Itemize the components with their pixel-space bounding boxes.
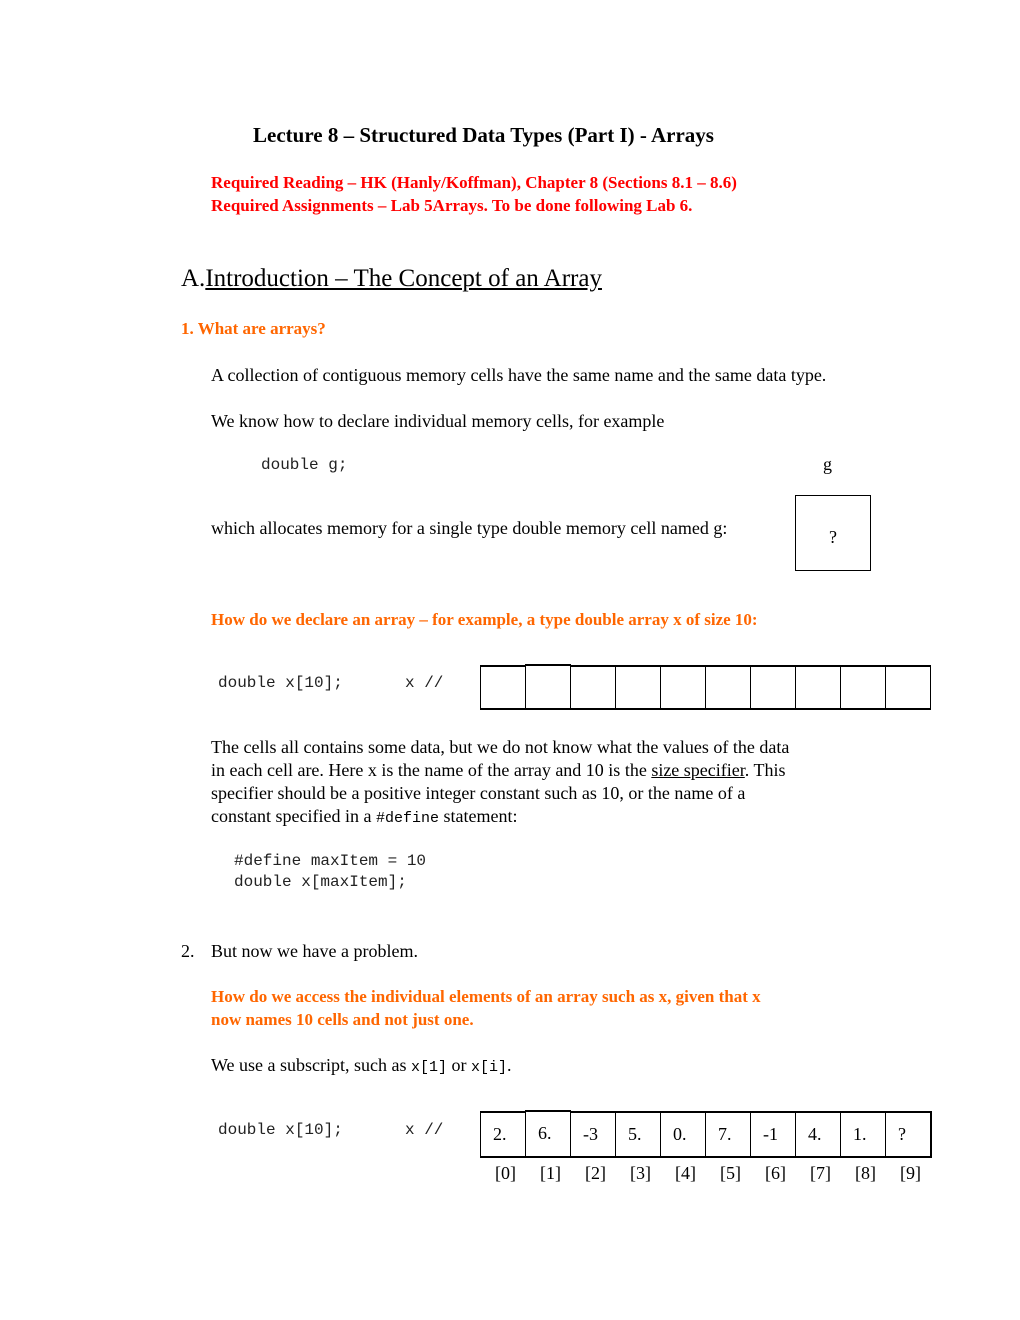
array-index-label: [3] bbox=[630, 1163, 651, 1183]
subsection-1-label: 1. What are arrays? bbox=[181, 319, 326, 338]
code-double-g: double g; bbox=[261, 456, 348, 474]
array-value-cell: 1. bbox=[840, 1112, 886, 1157]
alloc-text: which allocates memory for a single type double memory cell named g: bbox=[211, 518, 728, 538]
empty-array-cell bbox=[525, 664, 571, 709]
define-keyword: #define bbox=[375, 810, 439, 827]
cells-text-line4-pre: constant specified in a bbox=[211, 806, 376, 826]
subscript-text-post: . bbox=[507, 1055, 512, 1075]
size-specifier-term: size specifier bbox=[651, 760, 745, 780]
array-index-label: [0] bbox=[495, 1163, 516, 1183]
empty-array-cell bbox=[885, 666, 931, 709]
subscript-code-x1: x[1] bbox=[411, 1059, 448, 1076]
cells-text-line1: The cells all contains some data, but we do not know what the values of the data bbox=[211, 737, 790, 757]
cells-text-line2-pre: in each cell are. Here x is the name of the array and 10 is the bbox=[211, 760, 652, 780]
access-question-line1: How do we access the individual elements of an array such as x, given that x bbox=[211, 987, 761, 1006]
array-index-row bbox=[480, 1163, 932, 1187]
g-memory-cell: ? bbox=[795, 495, 871, 571]
code-double-x-2: double x[10]; bbox=[218, 1121, 343, 1139]
array-value-cell: -3 bbox=[570, 1112, 616, 1157]
subscript-text-mid: or bbox=[447, 1055, 472, 1075]
cells-text-line4 bbox=[211, 806, 517, 827]
array-index-label: [5] bbox=[720, 1163, 741, 1183]
subscript-text-pre: We use a subscript, such as bbox=[211, 1055, 412, 1075]
cells-text-line4-post: statement: bbox=[438, 806, 518, 826]
array-value-cell: 2. bbox=[480, 1112, 526, 1157]
filled-array bbox=[480, 1111, 932, 1158]
array-index-label: [6] bbox=[765, 1163, 786, 1183]
array-index-label: [2] bbox=[585, 1163, 606, 1183]
array-index-label: [9] bbox=[900, 1163, 921, 1183]
code-double-x: double x[10]; bbox=[218, 674, 343, 692]
empty-array-cell bbox=[480, 666, 526, 709]
array-value-cell: 7. bbox=[705, 1112, 751, 1157]
required-assignments: Required Assignments – Lab 5Arrays. To be done following Lab 6. bbox=[211, 196, 693, 215]
x-label: x // bbox=[405, 674, 444, 692]
declare-individual-text: We know how to declare individual memory cells, for example bbox=[211, 411, 665, 431]
cells-text-line2 bbox=[211, 760, 785, 781]
empty-array-cell bbox=[750, 666, 796, 709]
required-reading: Required Reading – HK (Hanly/Koffman), Chapter 8 (Sections 8.1 – 8.6) bbox=[211, 173, 737, 192]
empty-array-cell bbox=[795, 666, 841, 709]
array-value-cell: -1 bbox=[750, 1112, 796, 1157]
array-index-label: [1] bbox=[540, 1163, 561, 1183]
array-index-label: [8] bbox=[855, 1163, 876, 1183]
section-a-heading bbox=[181, 265, 602, 293]
define-code-line2: double x[maxItem]; bbox=[234, 873, 407, 891]
arrays-definition: A collection of contiguous memory cells have the same name and the same data type. bbox=[211, 365, 827, 385]
problem-text: But now we have a problem. bbox=[211, 941, 418, 961]
empty-array-cell bbox=[660, 666, 706, 709]
array-value-cell: 5. bbox=[615, 1112, 661, 1157]
cells-text-line3: specifier should be a positive integer constant such as 10, or the name of a bbox=[211, 783, 746, 803]
array-value-cell: 0. bbox=[660, 1112, 706, 1157]
access-question-line2: now names 10 cells and not just one. bbox=[211, 1010, 474, 1029]
define-code-line1: #define maxItem = 10 bbox=[234, 852, 427, 870]
subscript-code-xi: x[i] bbox=[471, 1059, 508, 1076]
page-title: Lecture 8 – Structured Data Types (Part I) - Arrays bbox=[253, 123, 714, 147]
x-label-2: x // bbox=[405, 1121, 444, 1139]
array-index-label: [7] bbox=[810, 1163, 831, 1183]
subscript-text bbox=[211, 1055, 512, 1076]
section-a-number: A. bbox=[181, 265, 206, 292]
g-label: g bbox=[823, 454, 832, 474]
empty-array-cell bbox=[705, 666, 751, 709]
array-value-cell: ? bbox=[885, 1112, 931, 1157]
array-value-cell: 4. bbox=[795, 1112, 841, 1157]
section-a-title: Introduction – The Concept of an Array bbox=[205, 265, 602, 292]
empty-array-cell bbox=[570, 666, 616, 709]
subsection-2-number: 2. bbox=[181, 941, 195, 961]
array-index-label: [4] bbox=[675, 1163, 696, 1183]
declare-array-question: How do we declare an array – for example, a type double array x of size 10: bbox=[211, 610, 758, 629]
empty-array-cell bbox=[615, 666, 661, 709]
empty-array bbox=[480, 665, 931, 710]
array-value-cell: 6. bbox=[525, 1110, 571, 1157]
empty-array-cell bbox=[840, 666, 886, 709]
cells-text-line2-post: . This bbox=[744, 760, 786, 780]
